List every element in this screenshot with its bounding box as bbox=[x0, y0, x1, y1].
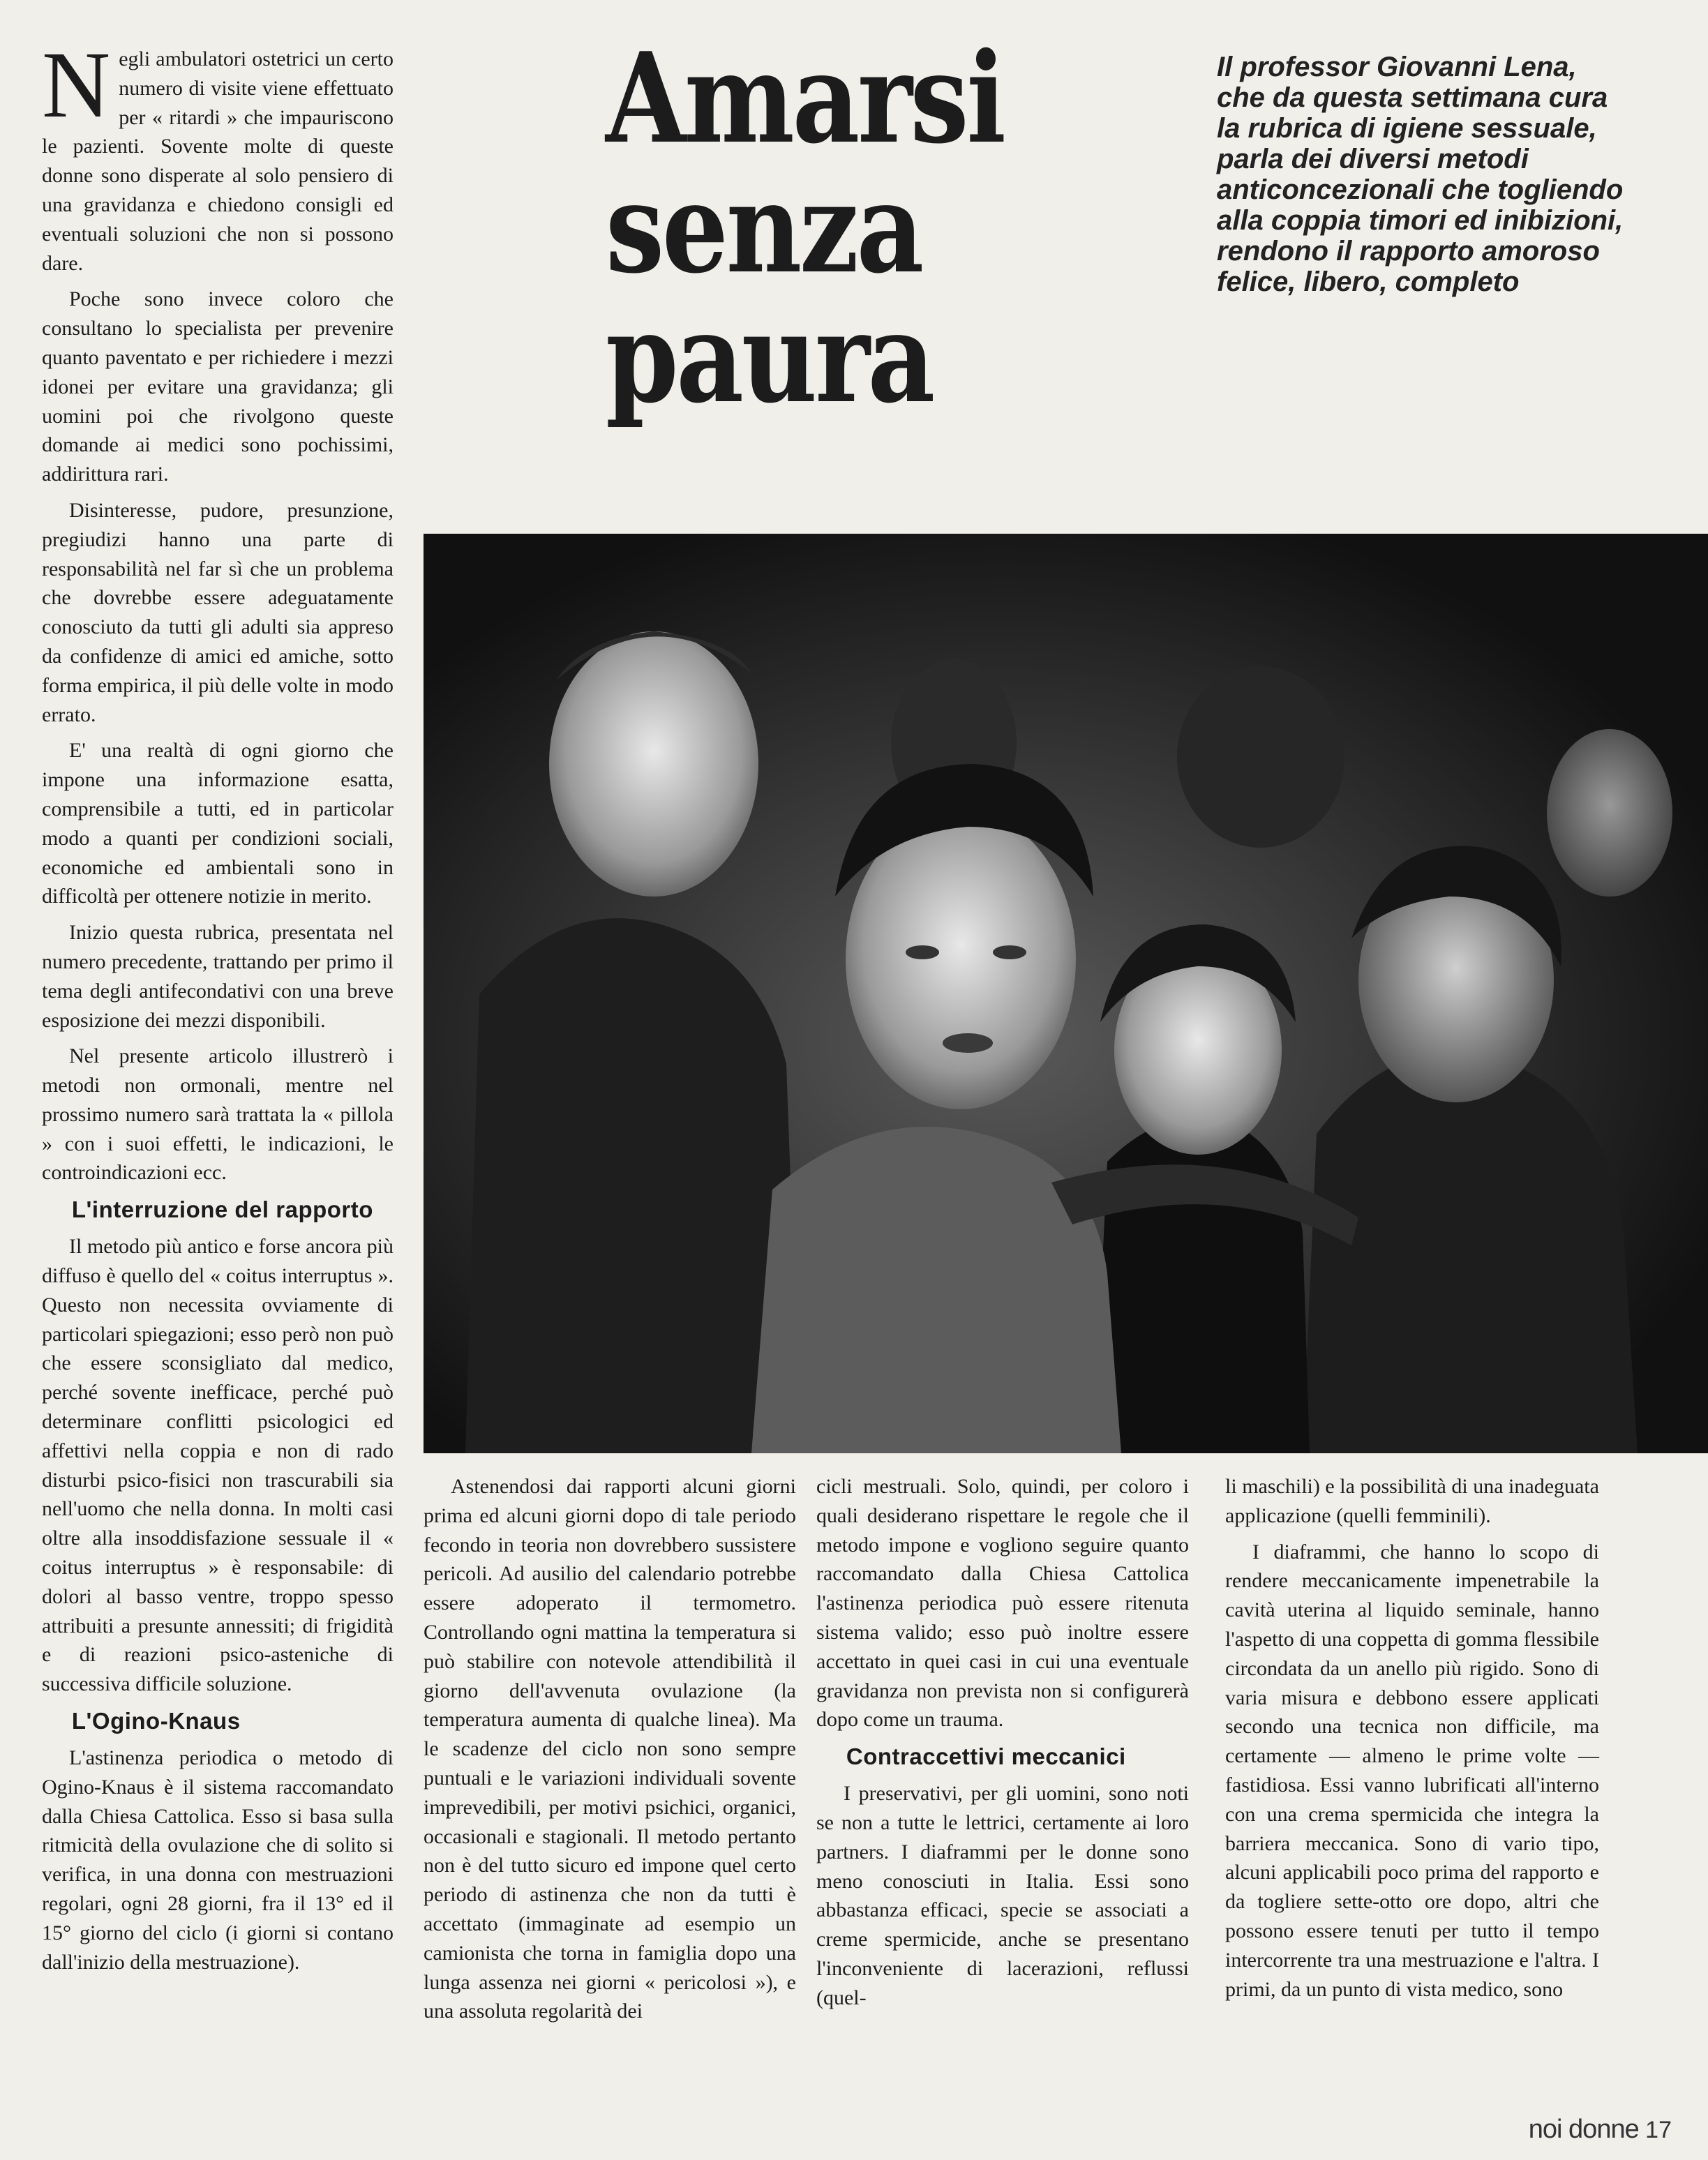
paragraph: Astenendosi dai rapporti alcuni giorni prima ed alcuni giorni dopo di tale periodo fecondo in teoria non dovrebbero sussistere pericoli. Ad ausilio del calendario potrebbe essere adoperato il termometro. Controllando ogni mattina la temperatura si può stabilire con notevole attendibilità il giorno dell'avvenuta ovulazione (la temperatura aumenta di qualche linea). Ma le scadenze del ciclo non sono sempre puntuali e le variazioni individuali sovente imprevedibili, per motivi psichici, organici, occasionali e stagionali. Il metodo pertanto non è del tutto sicuro ed impone quel certo periodo di astinenza che non da tutti è accettato (immaginate ad esempio un camionista che torna in famiglia dopo una lunga assenza nei giorni « pericolosi »), e una assoluta regolarità dei bbox=[424, 1475, 796, 2023]
headline bbox=[606, 25, 1136, 430]
deck bbox=[1217, 52, 1628, 297]
column-3 bbox=[816, 1472, 1189, 2013]
section-heading: L'interruzione del rapporto bbox=[71, 1197, 373, 1223]
paragraph: cicli mestruali. Solo, quindi, per coloro i quali desiderano rispettare le regole che il metodo impone e vogliono seguire quanto raccomandato dalla Chiesa Cattolica l'astinenza periodica può essere ritenuta sistema valido; esso può inoltre essere accettato in quei casi in cui una eventuale gravidanza non prevista non si configurerà dopo come un trauma. bbox=[816, 1475, 1189, 1732]
column-1 bbox=[42, 33, 394, 1977]
headline-line: paura bbox=[606, 285, 933, 430]
paragraph: Inizio questa rubrica, presentata nel numero precedente, trattando per primo il tema degli antifecondativi con una breve esposizione dei mezzi disponibili. bbox=[42, 921, 394, 1032]
paragraph: Il metodo più antico e forse ancora più diffuso è quello del « coitus interruptus ». Questo non necessita ovviamente di particolari spiegazioni; esso però non può che essere sconsigliato dal medico, perché sovente inefficace, perché può determinare conflitti psicologici ed affettivi nella coppia e non di rado disturbi psico-fisici non trascurabili sia nell'uomo che nella donna. In molti casi oltre alla insoddisfazione sessuale il « coitus interruptus » è responsabile: di dolori al basso ventre, troppo spesso attribuiti a presunte annessiti; di frigidità e di reazioni psico-asteniche di successiva difficile soluzione. bbox=[42, 1235, 394, 1696]
intro-paragraph: Negli ambulatori ostetrici un certo numero di visite viene effettuato per « ritardi » che impauriscono le pazienti. Sovente molte di queste donne sono disperate al solo pensiero di una gravidanza e chiedono consigli ed eventuali soluzioni che non si possono dare. bbox=[42, 33, 394, 275]
paragraph: L'astinenza periodica o metodo di Ogino-Knaus è il sistema raccomandato dalla Chiesa Cattolica. Esso si basa sulla ritmicità della ovulazione che di solito si verifica, in una donna con mestruazioni regolari, ogni 28 giorni, fra il 13° ed il 15° giorno del ciclo (i giorni si contano dall'inizio della mestruazione). bbox=[42, 1746, 394, 1974]
section-heading: L'Ogino-Knaus bbox=[71, 1708, 241, 1734]
deck-text: Il professor Giovanni Lena, che da questa settimana cura la rubrica di igiene sessuale, parla dei diversi metodi anticoncezionali che togliendo alla coppia timori ed inibizioni, rendono il rapporto amoroso felice, libero, completo bbox=[1217, 52, 1624, 297]
paragraph: I preservativi, per gli uomini, sono noti se non a tutte le lettrici, certamente ai loro partners. I diaframmi per le donne sono meno conosciuti in Italia. Essi sono abbastanza efficaci, specie se associati a creme spermicide, anche se presentano l'inconveniente di lacerazioni, reflussi (quel- bbox=[816, 1782, 1189, 2009]
paragraph: li maschili) e la possibilità di una inadeguata applicazione (quelli femminili). bbox=[1225, 1475, 1599, 1527]
section-heading: Contraccettivi meccanici bbox=[846, 1743, 1126, 1770]
paragraph: I diaframmi, che hanno lo scopo di rendere meccanicamente impenetrabile la cavità uterina al liquido seminale, hanno l'aspetto di una coppetta di gomma flessibile circondata da un anello più rigido. Sono di varia misura e debbono essere applicati secondo una tecnica non difficile, ma certamente — almeno le prime volte — fastidiosa. Essi vanno lubrificati all'interno con una crema spermicida che integra la barriera meccanica. Sono di vario tipo, alcuni applicabili poco prima del rapporto e da togliere sette-otto ore dopo, altri che possono essere tenuti per tutto il tempo intercorrente tra una mestruazione e l'altra. I primi, da un punto di vista medico, sono bbox=[1225, 1540, 1599, 2001]
page-number: 17 bbox=[1645, 2117, 1672, 2143]
column-2 bbox=[424, 1472, 796, 2026]
column-4 bbox=[1225, 1472, 1599, 2004]
paragraph: Disinteresse, pudore, presunzione, pregiudizi hanno una parte di responsabilità nel far sì che un problema che dovrebbe essere adeguatamente conosciuto da tutti gli adulti sia appreso da confidenze di amici ed amiche, sotto forma empirica, il più delle volte in modo errato. bbox=[42, 498, 394, 726]
photo bbox=[424, 534, 1708, 1453]
paragraph: E' una realtà di ogni giorno che impone una informazione esatta, comprensibile a tutti, ed in particolar modo a quanti per condizioni sociali, economiche ed ambientali sono in difficoltà per ottenere notizie in merito. bbox=[42, 739, 394, 908]
headline-line: Amarsi bbox=[606, 25, 1004, 171]
headline-line: senza bbox=[606, 155, 922, 301]
paragraph: Poche sono invece coloro che consultano lo specialista per prevenire quanto paventato e per richiedere i mezzi idonei per evitare una gravidanza; gli uomini poi che rivolgono queste domande ai medici sono pochissimi, addirittura rari. bbox=[42, 287, 394, 486]
drop-cap: N bbox=[42, 33, 111, 137]
page-footer bbox=[1529, 2115, 1672, 2145]
magazine-name: noi donne bbox=[1528, 2115, 1639, 2144]
group-photo-image bbox=[424, 534, 1708, 1453]
paragraph: Nel presente articolo illustrerò i metodi non ormonali, mentre nel prossimo numero sarà trattata la « pillola » con i suoi effetti, le indicazioni, le controindicazioni ecc. bbox=[42, 1044, 394, 1185]
